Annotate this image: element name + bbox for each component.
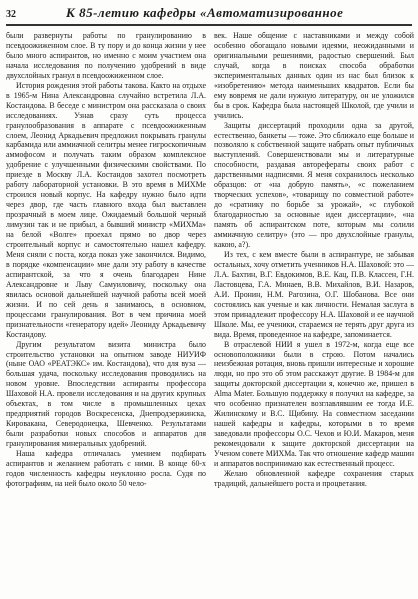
left-column (6, 31, 206, 591)
right-column (214, 31, 414, 591)
paragraph: век. Наше общение с наставниками и между собой особенно обогащало новыми идеями, неожиданными и оригинальными решениями, радостью свершений. Был случай, когда в поисках способа обработки экспериментальных данных один из нас был близок к «изобретению» метода наименьших квадратов. Если бы ему вовремя не дали нужную литературу, он не уложился бы в срок. Кафедра была настоящей Школой, где учили и учились. (214, 31, 414, 120)
paragraph: были развернуты работы по гранулированию в псевдоожиженном слое. В ту пору и до конца жизни у нее было много аспирантов, но именно с моим участием она начала исследования по получению удобрений в виде двухслойных гранул в псевдоожиженном слое. (6, 31, 206, 80)
paragraph: Другим результатом визита министра было строительство установки на опытном заводе НИУИФ (ныне ОАО «РЕАТЭКС» им. Костандова), что для вуза — большая удача, поскольку исследования проводились на новом уровне. Впоследствии аспиранты профессора Шаховой Н.А. провели исследования и на других крупных объектах, в том числе в промышленных цехах предприятий городов Воскресенска, Днепродзержинска, Кировакана, Северодонецка, Шевченко. Результатами были разработки новых способов и аппаратов для гранулирования минеральных удобрений. (6, 339, 206, 449)
paragraph: Желаю обновленной кафедре сохранения старых традиций, дальнейшего роста и процветания. (214, 468, 414, 488)
page-number: 32 (6, 9, 16, 20)
paragraph: История рождения этой работы такова. Както на отдыхе в 1965-м Нина Александровна случайно встретила Л.А. Костандова. В беседе с министром она рассказала о своих исследованиях. Узнав сразу суть процесса гранулообразования в аппарате с псевдоожиженным слоем, Леонид Аркадьевич предложил покрывать гранулы карбамида или аммиачной селитры менее гигроскопичным аммофосом и получать таким образом комплексное удобрение с улучшенными физическими свойствами. По приезде в Москву Л.А. Костандов захотел посмотреть работу лабораторной установки. В это время в МИХМе строился новый корпус. На кафедру нужно было идти через двор, где часть главного входа был выставлен прозрачный в моем лице. Ожидаемый большой черный лимузин так и не прибыл, а бывший министр «МИХМа» на белой «Волге» проехал прямо во двор через строительный корпус и самостоятельно нашел кафедру. Меня сняли с поста, когда показ уже закончился. Видимо, в порядке «компенсации» мне дали эту работу в качестве аспирантской, за что я очень благодарен Нине Александровне и Льву Самуиловичу, поскольку она явилась основой дальнейшей научной работы всей моей жизни. И по сей день я занимаюсь, в основном, процессами гранулирования. Вот в чем причина моей признательности «генератору идей» Леониду Аркадьевичу Костандову. (6, 80, 206, 339)
header-rule (6, 24, 412, 26)
running-title: К 85-летию кафедры «Автоматизированное (66, 5, 344, 20)
paragraph: Наша кафедра отличалась умением подбирать аспирантов и желанием работать с ними. В конце 60-х годов численность кафедры неуклонно росла. Судя по фотографиям, на ней было около 50 чело- (6, 449, 206, 488)
paragraph: Защиты диссертаций проходили одна за другой, естественно, банкеты — тоже. Это сближало еще больше и позволяло к собственной защите набрать опыт публичных выступлений. Совершенствовали мы и литературные способности, раздавая авторефераты своих работ с дарственными надписями. Я меня сохранилось несколько образцов: от «на добрую память», «с пожеланием творческих успехов», «товарищу по совместной работе» до «сратнику по борьбе за урожай», «с глубокой благодарностью за основные идеи диссертации», «на память об аспирантском поте, которым мы солили аммиачную селитру» (это — про двухслойные гранулы, какою, а?). (214, 120, 414, 250)
paragraph: В отраслевой НИИ я ушел в 1972-м, когда еще все основоположники были в строю. Потом начались неизбежная ротация, вновь пришли интересные и хорошие люди, но про это об этом расскажут другие. В 1984-м для защиты докторской диссертации я, конечно же, пришел в Alma Mater. Большую поддержку я получил на кафедре, за что особенно признателен возглавлявшим ее тогда И.Е. Жилинскому и В.С. Щибину. На совместном заседании нашей кафедры и кафедры, которыми в то время заведовали профессоры О.С. Чехов и Ю.И. Макаров, меня рекомендовали к защите докторской диссертации на Ученом совете МИХМа. Так что отношение кафедр машин и аппаратов воспринимаю как естественный процесс. (214, 339, 414, 468)
page-header (0, 0, 418, 34)
paragraph: Из тех, с кем вместе были в аспирантуре, не забывая остальных, хочу отметить ученников Н.А. Шаховой: это — Л.А. Бахтин, В.Г. Евдокимов, В.Е. Кац, П.В. Классен, Г.Н. Ластовцева, Г.А. Минаев, В.В. Михайлов, В.И. Назаров, А.И. Пронин, Н.М. Рагозина, О.Г. Шобанова. Все они состоялись как ученые и как личности. Немалая заслуга в этом принадлежит профессору Н.А. Шаховой и ее научной Школе. Мы, ее ученики, стараемся не терять друг друга из вида. Время, проведенное на кафедре, запоминается. (214, 249, 414, 339)
